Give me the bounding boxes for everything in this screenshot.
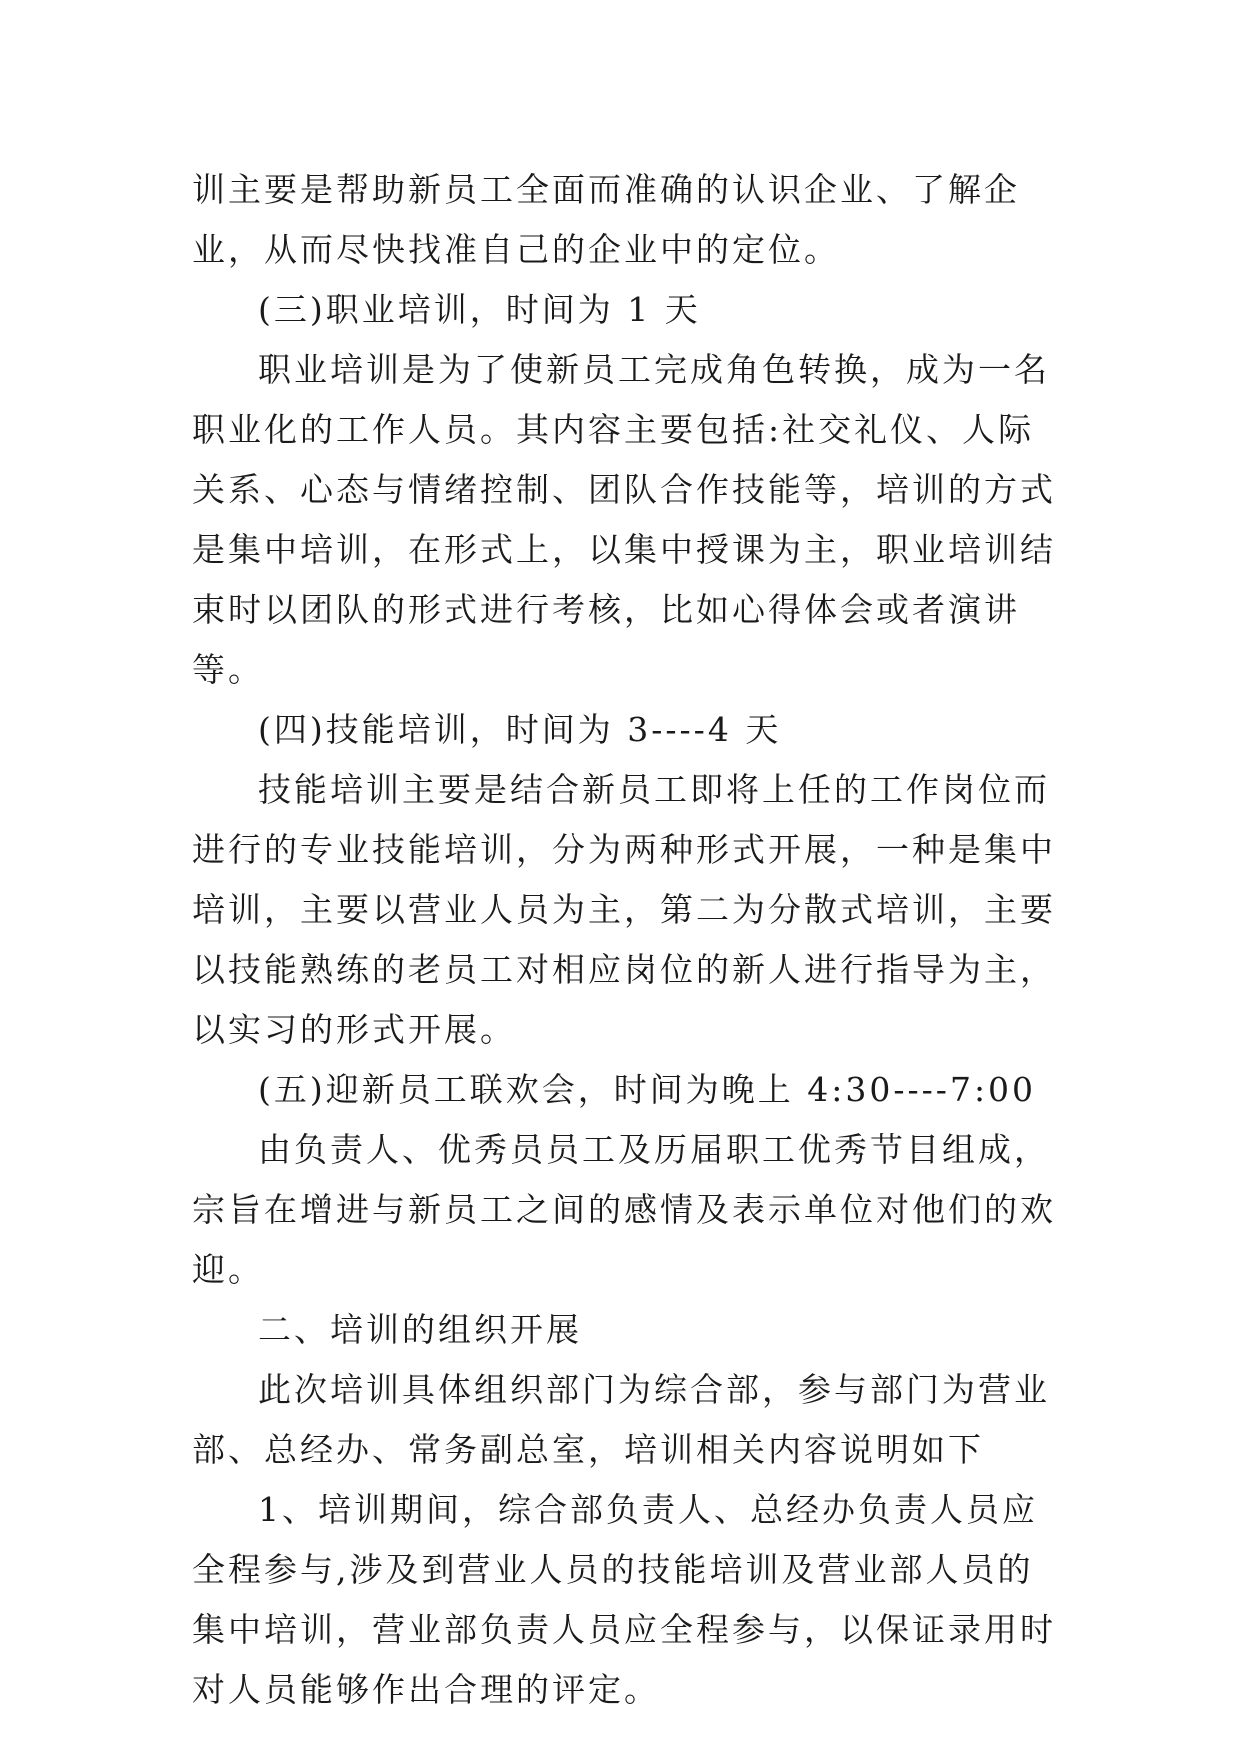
paragraph-career-training: 职业培训是为了使新员工完成角色转换，成为一名职业化的工作人员。其内容主要包括:社交礼仪、人际关系、心态与情绪控制、团队合作技能等，培训的方式是集中培训，在形式上，以集中授课为主，职业培训结束时以团队的形式进行考核，比如心得体会或者演讲等。	[192, 350, 1056, 689]
heading-training-organization: 二、培训的组织开展	[258, 1310, 582, 1349]
paragraph-intro-continuation: 训主要是帮助新员工全面而准确的认识企业、了解企业，从而尽快找准自己的企业中的定位。	[192, 170, 1020, 269]
heading-career-training: (三)职业培训，时间为 1 天	[258, 290, 701, 329]
paragraph-welcome-party: 由负责人、优秀员员工及历届职工优秀节目组成，宗旨在增进与新员工之间的感情及表示单位对他们的欢迎。	[192, 1130, 1056, 1289]
document-body	[192, 160, 1062, 1720]
heading-welcome-party: (五)迎新员工联欢会，时间为晚上 4:30----7:00	[258, 1070, 1037, 1109]
paragraph-skill-training: 技能培训主要是结合新员工即将上任的工作岗位而进行的专业技能培训，分为两种形式开展，一种是集中培训，主要以营业人员为主，第二为分散式培训，主要以技能熟练的老员工对相应岗位的新人进行指导为主，以实习的形式开展。	[192, 770, 1056, 1049]
paragraph-organization-departments: 此次培训具体组织部门为综合部，参与部门为营业部、总经办、常务副总室，培训相关内容说明如下	[192, 1370, 1050, 1469]
paragraph-training-period: 1、培训期间，综合部负责人、总经办负责人员应全程参与,涉及到营业人员的技能培训及营业部人员的集中培训，营业部负责人员应全程参与，以保证录用时对人员能够作出合理的评定。	[192, 1490, 1056, 1709]
heading-skill-training: (四)技能培训，时间为 3----4 天	[258, 710, 782, 749]
